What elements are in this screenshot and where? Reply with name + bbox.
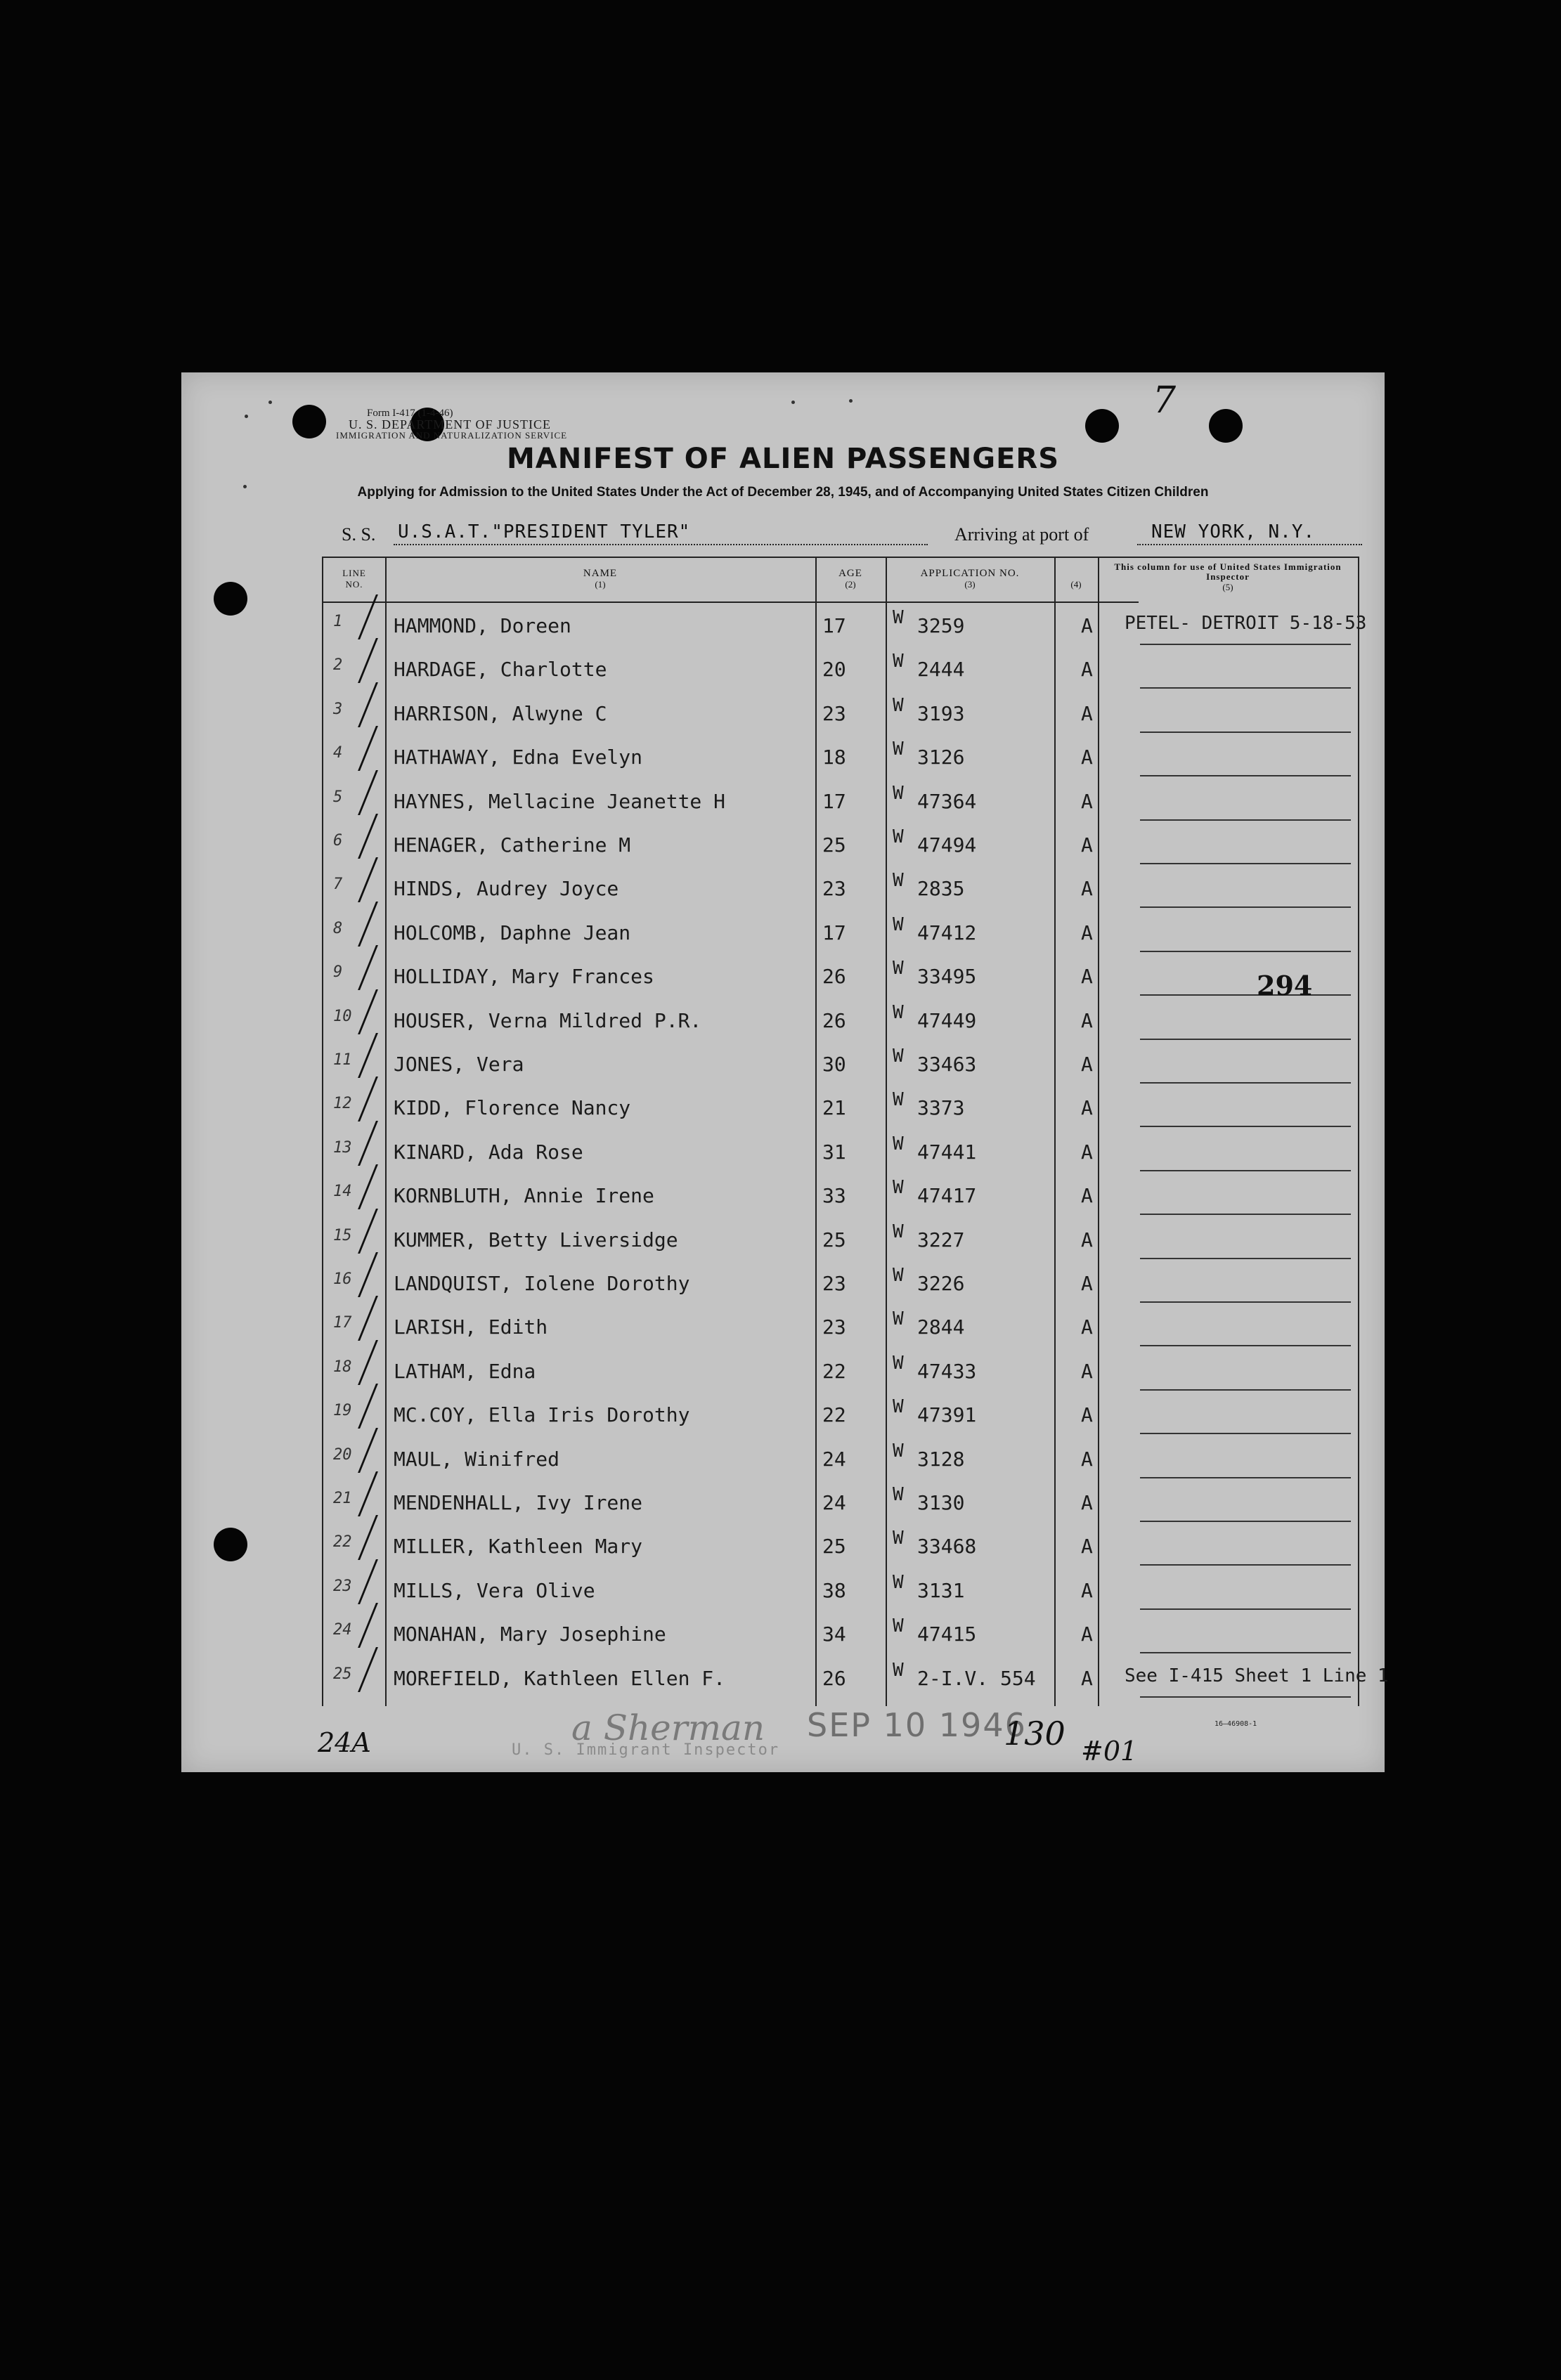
line-number: 5 [333,788,343,806]
application-prefix: W [893,1046,904,1067]
class-code: A [1081,877,1093,901]
punch-hole [292,405,326,438]
inspector-rule [1140,1608,1351,1610]
table-row [323,1611,1358,1655]
class-code: A [1081,1491,1093,1514]
application-number: 47415 [917,1623,977,1646]
inspector-rule [1140,1170,1351,1171]
line-number: 16 [333,1270,352,1288]
line-number: 23 [333,1577,352,1595]
date-stamp: SEP 10 1946 [807,1706,1027,1744]
application-prefix: W [893,1615,904,1637]
passenger-age: 25 [822,1228,846,1251]
passenger-name: LARISH, Edith [394,1315,548,1339]
inspector-note: See I-415 Sheet 1 Line 1 [1125,1665,1389,1686]
speck [268,401,272,404]
line-number: 21 [333,1490,352,1507]
passenger-name: MILLS, Vera Olive [394,1578,595,1602]
table-row [323,1304,1358,1348]
passenger-name: HOLCOMB, Daphne Jean [394,921,631,944]
port-name-rule [1137,544,1362,545]
application-number: 3131 [917,1578,965,1602]
table-row [323,1392,1358,1436]
table-row [323,1656,1389,1699]
passenger-age: 17 [822,614,846,637]
speck [849,399,853,403]
inspector-rule [1140,994,1351,996]
header-col4 [1054,558,1098,601]
ship-line [329,519,1364,550]
passenger-age: 21 [822,1096,846,1120]
table-row [323,734,1358,778]
table-row [323,779,1358,822]
line-number: 12 [333,1095,352,1113]
header-age-label: AGE [838,568,862,579]
header-inspector-number: (5) [1222,582,1233,592]
passenger-name: HOUSER, Verna Mildred P.R. [394,1008,702,1032]
application-prefix: W [893,870,904,892]
application-prefix: W [893,1177,904,1199]
class-code: A [1081,1272,1093,1295]
page-mark: 7 [1153,379,1177,422]
application-number: 47494 [917,833,977,857]
inspector-rule [1140,1126,1351,1127]
passenger-age: 30 [822,1053,846,1076]
table-row [323,691,1358,734]
application-number: 47433 [917,1359,977,1383]
passenger-table [322,557,1389,1706]
inspector-rule [1140,644,1351,645]
inspector-label: U. S. Immigrant Inspector [512,1741,780,1759]
table-row [323,1041,1358,1085]
header-application [886,558,1054,601]
inspector-rule [1140,1433,1351,1434]
application-number: 47449 [917,1008,977,1032]
class-code: A [1081,1228,1093,1251]
class-code: A [1081,1403,1093,1427]
line-number: 6 [333,832,343,850]
line-number: 14 [333,1183,352,1201]
form-identifier [336,408,567,441]
application-prefix: W [893,739,904,760]
application-prefix: W [893,1528,904,1549]
line-number: 15 [333,1226,352,1244]
header-name-label: NAME [583,568,618,579]
passenger-age: 26 [822,965,846,989]
inspector-rule [1140,1696,1351,1698]
inspector-rule [1140,1389,1351,1391]
passenger-age: 17 [822,921,846,944]
line-number: 22 [333,1533,352,1552]
application-prefix: W [893,694,904,716]
class-code: A [1081,746,1093,769]
line-number: 1 [333,613,343,630]
inspector-rule [1140,863,1351,864]
application-prefix: W [893,1352,904,1374]
passenger-age: 17 [822,789,846,813]
inspector-rule [1140,731,1351,733]
header-name-number: (1) [595,579,606,590]
application-number: 47391 [917,1403,977,1427]
class-code: A [1081,1447,1093,1471]
passenger-name: MOREFIELD, Kathleen Ellen F. [394,1666,726,1690]
application-prefix: W [893,826,904,847]
class-code: A [1081,1096,1093,1120]
passenger-name: HARRISON, Alwyne C [394,701,607,725]
punch-hole [1085,409,1119,443]
passenger-name: LANDQUIST, Iolene Dorothy [394,1272,690,1295]
class-code: A [1081,965,1093,989]
class-code: A [1081,1315,1093,1339]
application-prefix: W [893,1265,904,1286]
application-number: 3259 [917,614,965,637]
line-number: 10 [333,1007,352,1025]
header-application-number: (3) [964,579,976,590]
class-code: A [1081,789,1093,813]
inspector-rule [1140,819,1351,821]
application-number: 47417 [917,1184,977,1208]
table-row [323,1173,1358,1216]
line-number: 13 [333,1138,352,1157]
form-number: Form I-417 (1-4-46) [367,408,453,419]
ss-label: S. S. [342,524,376,545]
application-number: 33463 [917,1053,977,1076]
inspector-rule [1140,1214,1351,1215]
left-note: 24A [318,1727,371,1758]
table-row [323,1348,1358,1392]
passenger-name: MILLER, Kathleen Mary [394,1535,643,1559]
line-number: 17 [333,1314,352,1332]
application-number: 3226 [917,1272,965,1295]
class-code: A [1081,1666,1093,1690]
application-prefix: W [893,1133,904,1155]
passenger-name: MONAHAN, Mary Josephine [394,1623,666,1646]
inspector-rule [1140,906,1351,908]
passenger-name: HAYNES, Mellacine Jeanette H [394,789,726,813]
application-number: 3193 [917,701,965,725]
application-prefix: W [893,1659,904,1681]
inspector-rule [1140,1477,1351,1478]
header-inspector [1098,558,1358,601]
application-number: 3128 [917,1447,965,1471]
table-row [323,1085,1358,1129]
inspector-rule [1140,1652,1351,1653]
inspector-rule [1140,1345,1351,1346]
application-prefix: W [893,1089,904,1111]
passenger-age: 23 [822,701,846,725]
table-row [323,1436,1358,1480]
table-row [323,646,1358,690]
application-number: 3227 [917,1228,965,1251]
passenger-age: 34 [822,1623,846,1646]
application-number: 3130 [917,1491,965,1514]
passenger-age: 23 [822,1272,846,1295]
inspector-rule [1140,687,1351,689]
passenger-name: KIDD, Florence Nancy [394,1096,631,1120]
hand-note-2: #01 [1081,1736,1138,1767]
application-number: 33495 [917,965,977,989]
application-prefix: W [893,1001,904,1023]
passenger-name: MENDENHALL, Ivy Irene [394,1491,643,1514]
passenger-name: LATHAM, Edna [394,1359,536,1383]
line-number: 7 [333,876,343,894]
application-number: 47412 [917,921,977,944]
class-code: A [1081,1359,1093,1383]
passenger-name: JONES, Vera [394,1053,524,1076]
passenger-age: 18 [822,746,846,769]
application-number: 2835 [917,877,965,901]
punch-hole [1209,409,1243,443]
inspector-rule [1140,1564,1351,1566]
table-row [323,1217,1358,1261]
line-number: 4 [333,744,343,762]
passenger-name: HATHAWAY, Edna Evelyn [394,746,643,769]
header-inspector-label: This column for use of United States Immigration Inspector [1114,561,1342,582]
punch-hole [214,1528,247,1561]
inspector-rule [1140,1082,1351,1084]
passenger-name: HAMMOND, Doreen [394,614,571,637]
line-number: 20 [333,1445,352,1464]
line-number: 25 [333,1665,352,1683]
ship-name-rule [394,544,928,545]
table-row [323,1523,1358,1567]
class-code: A [1081,1184,1093,1208]
speck [791,401,795,404]
print-code: 16—46908-1 [1215,1720,1257,1728]
application-number: 3126 [917,746,965,769]
line-number: 11 [333,1051,352,1069]
table-row [323,1480,1358,1523]
application-number: 2844 [917,1315,965,1339]
passenger-name: KUMMER, Betty Liversidge [394,1228,678,1251]
passenger-age: 31 [822,1140,846,1164]
inspector-rule [1140,1301,1351,1303]
application-number: 47364 [917,789,977,813]
table-row [323,954,1358,997]
application-prefix: W [893,913,904,935]
class-code: A [1081,921,1093,944]
application-number: 47441 [917,1140,977,1164]
line-number: 3 [333,700,343,718]
line-number: 19 [333,1402,352,1420]
inspector-rule [1140,951,1351,952]
passenger-age: 24 [822,1491,846,1514]
passenger-name: HOLLIDAY, Mary Frances [394,965,654,989]
application-number: 2444 [917,658,965,682]
application-prefix: W [893,1221,904,1242]
manifest-sheet [181,372,1389,1772]
passenger-age: 25 [822,833,846,857]
inspector-rule [1140,1258,1351,1259]
class-code: A [1081,701,1093,725]
application-prefix: W [893,1396,904,1418]
class-code: A [1081,1623,1093,1646]
class-code: A [1081,658,1093,682]
passenger-age: 33 [822,1184,846,1208]
header-line-label: LINE NO. [342,568,366,590]
class-code: A [1081,1140,1093,1164]
class-code: A [1081,1578,1093,1602]
class-code: A [1081,833,1093,857]
table-row [323,998,1358,1041]
passenger-name: MAUL, Winifred [394,1447,560,1471]
inspector-rule [1140,1039,1351,1040]
margin-number: 294 [1257,970,1313,1001]
header-name [385,558,815,601]
document-subtitle: Applying for Admission to the United States Under the Act of December 28, 1945, and of Accompanying United States Citizen Children [357,485,1209,500]
class-code: A [1081,1053,1093,1076]
line-number: 18 [333,1358,352,1376]
passenger-age: 26 [822,1008,846,1032]
inspector-note: PETEL- DETROIT 5-18-53 [1125,613,1367,634]
table-row [323,822,1358,866]
passenger-age: 24 [822,1447,846,1471]
document-title: MANIFEST OF ALIEN PASSENGERS [506,443,1060,475]
passenger-name: HARDAGE, Charlotte [394,658,607,682]
application-number: 2-I.V. 554 [917,1666,1036,1690]
application-prefix: W [893,1308,904,1330]
speck [245,415,248,418]
line-number: 8 [333,919,343,937]
passenger-age: 23 [822,877,846,901]
passenger-name: KORNBLUTH, Annie Irene [394,1184,654,1208]
application-prefix: W [893,958,904,980]
application-prefix: W [893,1440,904,1462]
class-code: A [1081,1535,1093,1559]
application-prefix: W [893,782,904,804]
table-row [323,1129,1358,1173]
passenger-name: KINARD, Ada Rose [394,1140,583,1164]
agency-name: U. S. DEPARTMENT OF JUSTICE [349,417,551,431]
inspector-rule [1140,775,1351,776]
table-row [323,866,1358,909]
ship-name: U.S.A.T."PRESIDENT TYLER" [398,521,691,542]
passenger-age: 22 [822,1403,846,1427]
passenger-age: 25 [822,1535,846,1559]
passenger-name: HENAGER, Catherine M [394,833,631,857]
application-prefix: W [893,1484,904,1505]
application-number: 3373 [917,1096,965,1120]
table-row [323,1568,1358,1611]
application-number: 33468 [917,1535,977,1559]
service-name: IMMIGRATION AND NATURALIZATION SERVICE [336,430,568,441]
passenger-age: 23 [822,1315,846,1339]
table-row [323,603,1367,646]
header-age [815,558,886,601]
line-number: 9 [333,963,343,982]
header-age-number: (2) [845,579,856,590]
passenger-name: HINDS, Audrey Joyce [394,877,619,901]
application-prefix: W [893,607,904,628]
application-prefix: W [893,1571,904,1593]
header-application-label: APPLICATION NO. [920,568,1020,579]
application-prefix: W [893,651,904,672]
line-number: 24 [333,1621,352,1639]
table-row [323,1261,1358,1304]
passenger-age: 20 [822,658,846,682]
port-label: Arriving at port of [954,524,1089,545]
line-number: 2 [333,656,343,675]
passenger-age: 38 [822,1578,846,1602]
punch-hole [214,582,247,616]
header-col4-number: (4) [1070,579,1082,590]
passenger-age: 22 [822,1359,846,1383]
table-row [323,910,1358,954]
port-name: NEW YORK, N.Y. [1151,521,1316,542]
class-code: A [1081,1008,1093,1032]
inspector-rule [1140,1521,1351,1522]
passenger-age: 26 [822,1666,846,1690]
hand-note-1: 130 [1004,1715,1066,1753]
class-code: A [1081,614,1093,637]
passenger-name: MC.COY, Ella Iris Dorothy [394,1403,690,1427]
inspector-signature: a Sherman [571,1708,765,1748]
